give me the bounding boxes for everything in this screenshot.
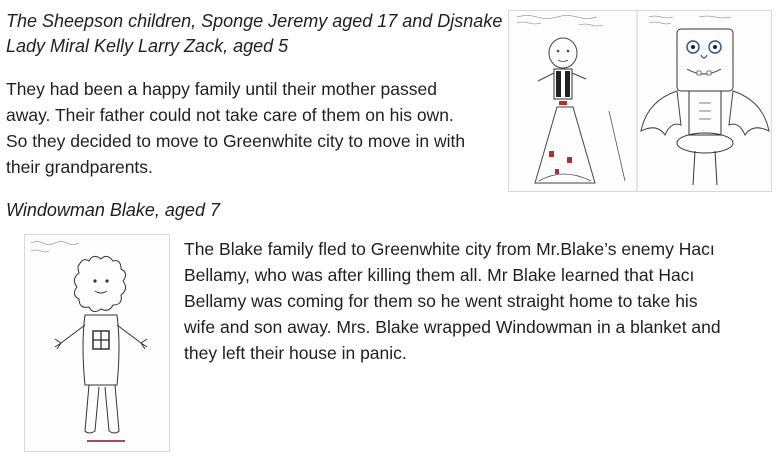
blake-caption	[6, 198, 220, 223]
paragraph-line: The Blake family fled to Greenwhite city from Mr.Blake’s enemy Hacı	[184, 239, 715, 259]
windowman-figure	[55, 256, 147, 441]
sponge-jeremy-figure	[535, 38, 625, 183]
sheepson-drawing-svg	[509, 11, 771, 191]
paragraph-line: Bellamy was coming for them so he went straight home to take his	[184, 291, 698, 311]
paragraph-line: Bellamy, who was after killing them all. Mr Blake learned that Hacı	[184, 265, 695, 285]
paragraph-line: away. Their father could not take care of them on his own.	[6, 105, 454, 125]
sheepson-drawing-image	[508, 10, 772, 192]
sheepson-paragraph	[6, 76, 465, 180]
sheepson-caption	[6, 9, 502, 59]
sheepson-caption-line-2: Lady Miral Kelly Larry Zack, aged 5	[6, 36, 289, 56]
handwriting-scribble	[517, 16, 731, 27]
paragraph-line: So they decided to move to Greenwhite city to move in with	[6, 131, 466, 151]
paragraph-line: wife and son away. Mrs. Blake wrapped Windowman in a blanket and	[184, 317, 721, 337]
paragraph-line: They had been a happy family until their mother passed	[6, 79, 437, 99]
paragraph-line: they left their house in panic.	[184, 343, 407, 363]
handwriting-scribble	[31, 242, 79, 253]
sheepson-caption-line-1: The Sheepson children, Sponge Jeremy aged 17 and Djsnake	[6, 11, 503, 31]
paragraph-line: their grandparents.	[6, 157, 153, 177]
windowman-drawing-svg	[25, 235, 169, 451]
blake-caption-line: Windowman Blake, aged 7	[6, 200, 220, 220]
windowman-drawing-image	[24, 234, 170, 452]
djsnake-figure	[641, 29, 769, 185]
blake-paragraph	[184, 236, 721, 366]
